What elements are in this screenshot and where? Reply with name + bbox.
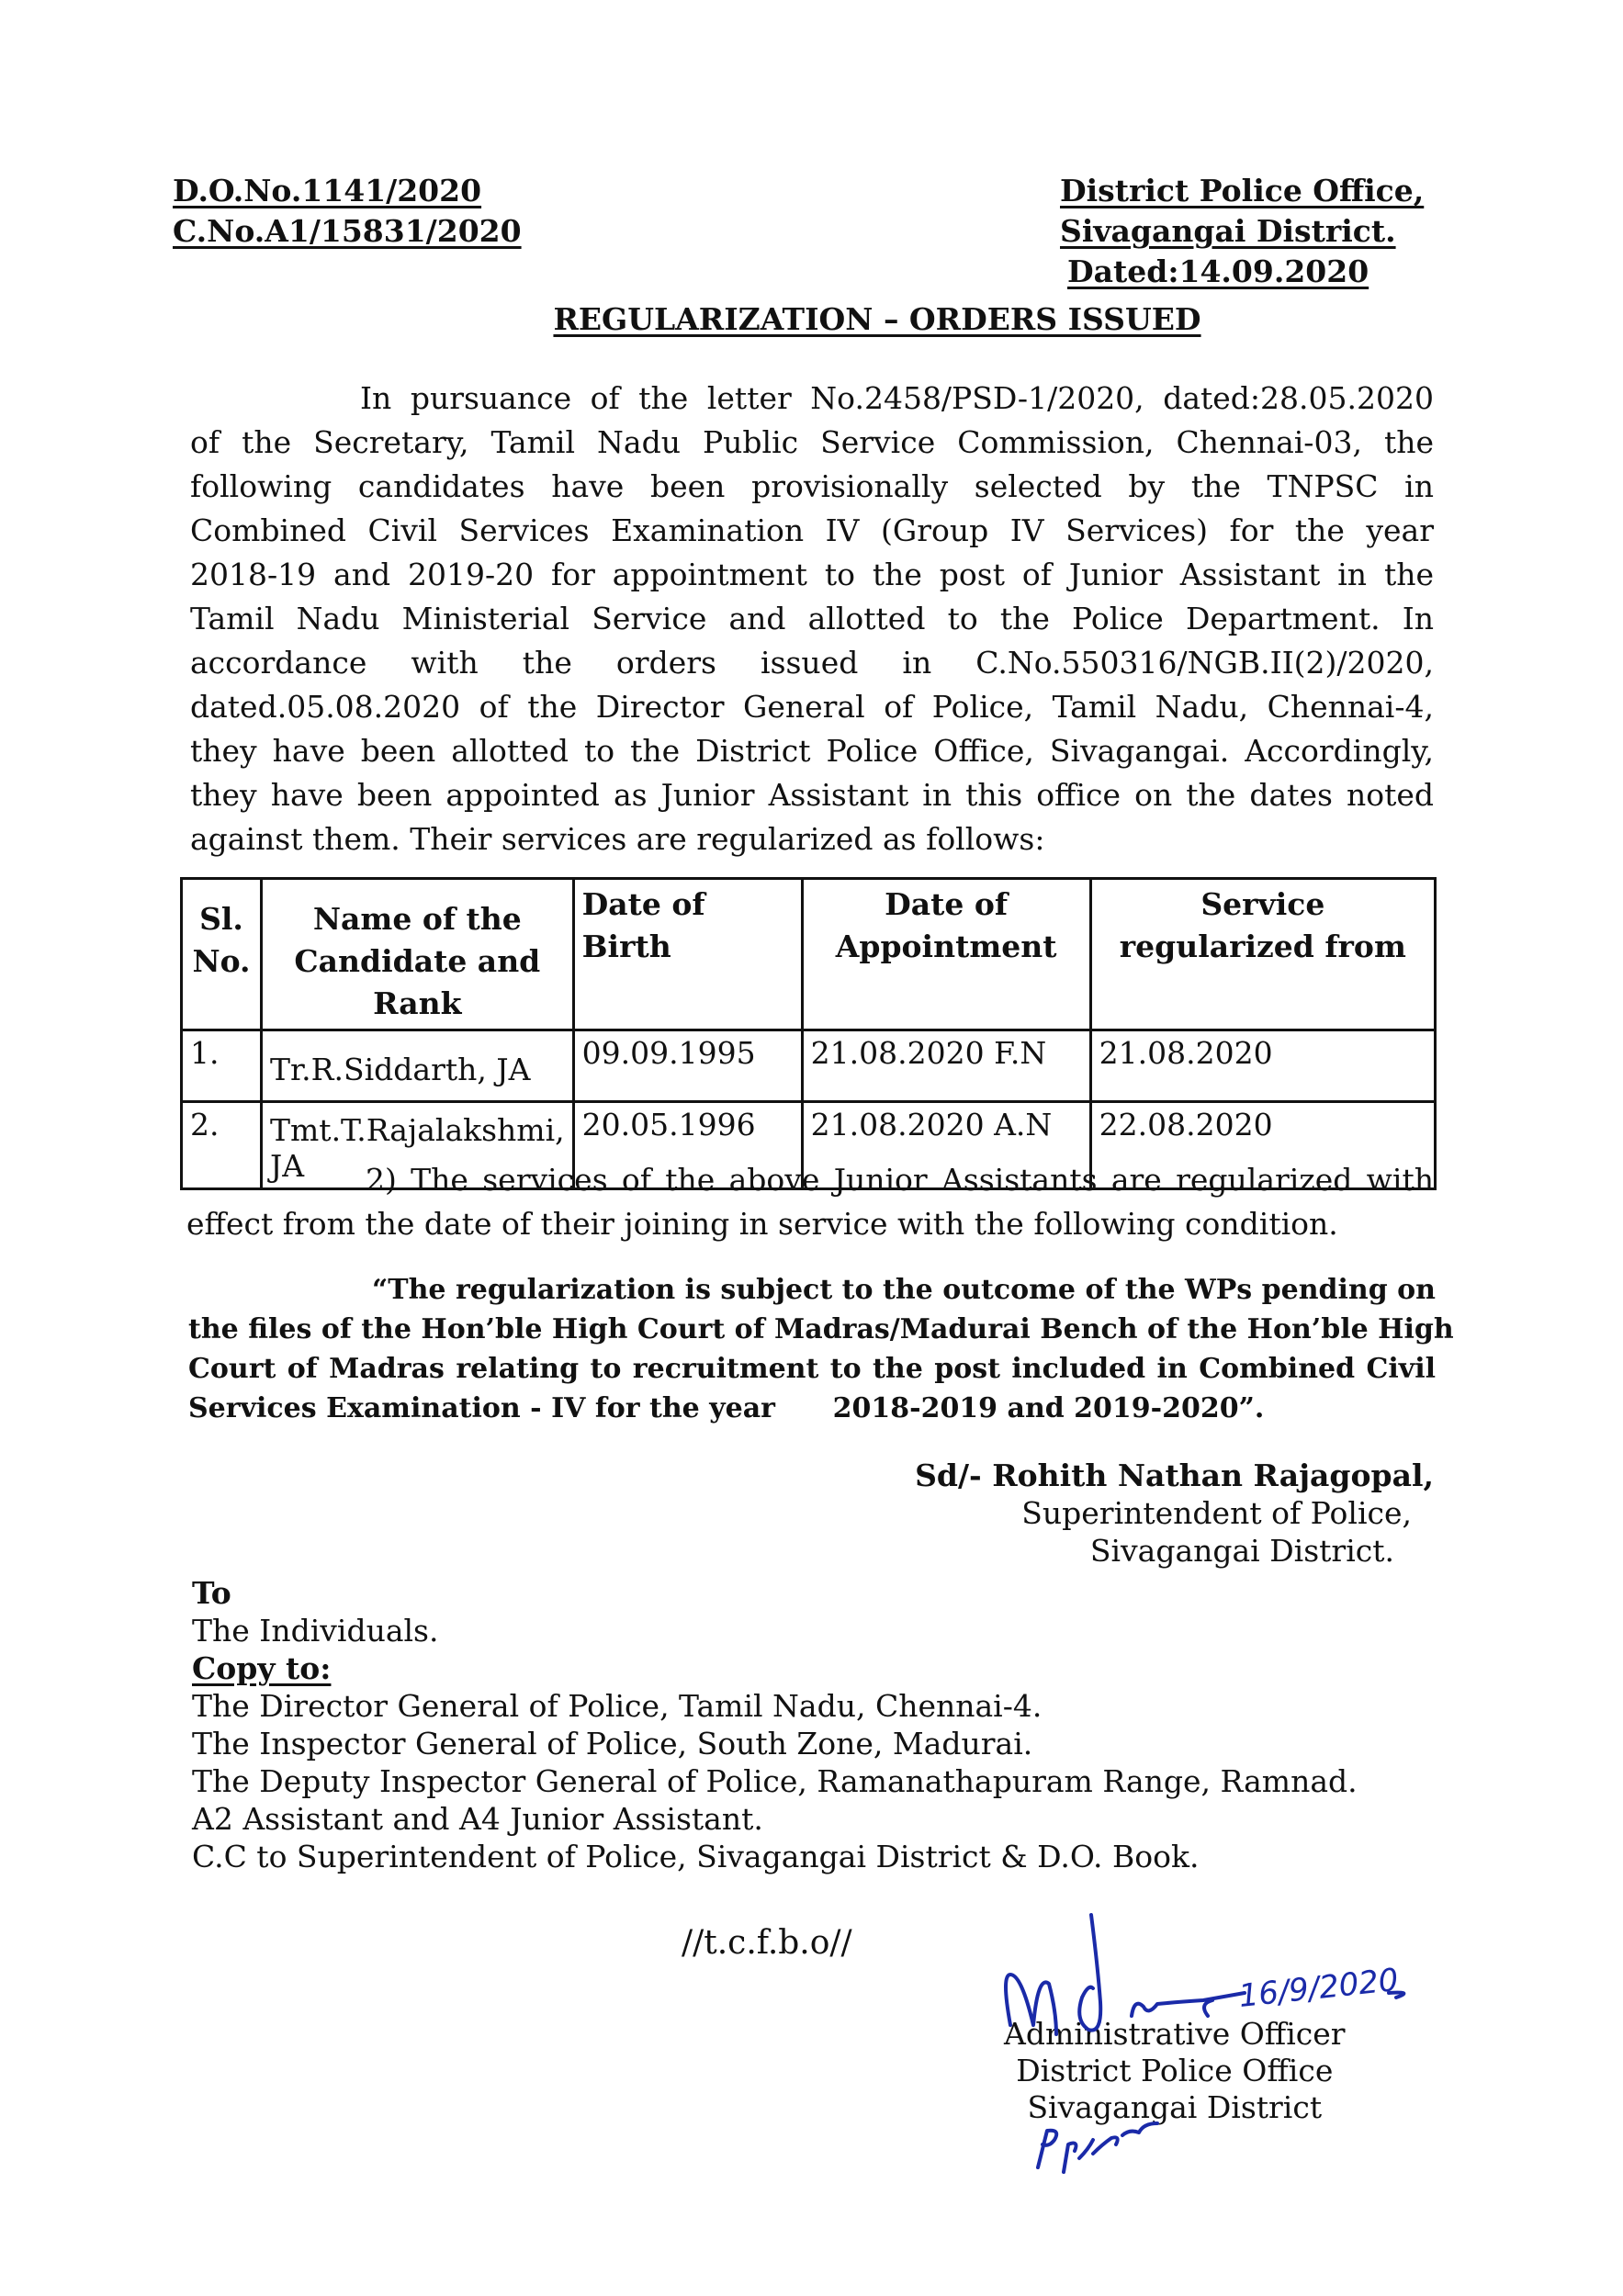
c-number: C.No.A1/15831/2020 bbox=[173, 213, 522, 249]
paragraph-1 bbox=[190, 377, 1434, 861]
paragraph-line: they have been appointed as Junior Assistant in this office on the dates noted bbox=[190, 777, 1434, 813]
cell-sl-no: 2. bbox=[182, 1102, 262, 1189]
signatory-block bbox=[915, 1457, 1434, 1570]
condition-line: “The regularization is subject to the outcome of the WPs pending on bbox=[372, 1274, 1436, 1306]
cell-dob: 09.09.1995 bbox=[573, 1030, 802, 1102]
condition-line: Court of Madras relating to recruitment to the post included in Combined Civil bbox=[188, 1353, 1436, 1385]
office-district: Sivagangai District. bbox=[1060, 213, 1396, 249]
paragraph-line: accordance with the orders issued in C.No.550316/NGB.II(2)/2020, bbox=[190, 645, 1434, 681]
cell-name: Tmt.T.Rajalakshmi, JA bbox=[262, 1102, 574, 1189]
paragraph-line: they have been allotted to the District Police Office, Sivagangai. Accordingly, bbox=[190, 733, 1434, 769]
copy-recipient: C.C to Superintendent of Police, Sivagangai District & D.O. Book. bbox=[192, 1839, 1200, 1874]
copy-recipient: The Deputy Inspector General of Police, Ramanathapuram Range, Ramnad. bbox=[192, 1763, 1358, 1799]
signature-date: 16/9/2020 bbox=[1236, 1961, 1401, 2015]
cell-sl-no: 1. bbox=[182, 1030, 262, 1102]
attestation-designation: Administrative Officer bbox=[1004, 2016, 1346, 2052]
reference-block bbox=[173, 171, 522, 252]
cell-appointment: 21.08.2020 F.N bbox=[802, 1030, 1090, 1102]
office-name: District Police Office, bbox=[1060, 173, 1425, 208]
paragraph-line: Combined Civil Services Examination IV (Group IV Services) for the year bbox=[190, 512, 1434, 548]
table-row bbox=[182, 1030, 1436, 1102]
header-appointment: Date of Appointment bbox=[802, 879, 1090, 1030]
copy-recipient: A2 Assistant and A4 Junior Assistant. bbox=[192, 1801, 763, 1837]
true-copy-mark: //t.c.f.b.o// bbox=[682, 1924, 852, 1962]
paragraph-line: Tamil Nadu Ministerial Service and allotted to the Police Department. In bbox=[190, 601, 1434, 636]
copy-to-label: Copy to: bbox=[192, 1650, 332, 1686]
cell-regularized: 21.08.2020 bbox=[1090, 1030, 1435, 1102]
cell-appointment: 21.08.2020 A.N bbox=[802, 1102, 1090, 1189]
handwritten-signature bbox=[964, 1883, 1561, 2186]
copy-recipient: The Inspector General of Police, South Zone, Madurai. bbox=[192, 1726, 1033, 1761]
cell-dob: 20.05.1996 bbox=[573, 1102, 802, 1189]
office-block bbox=[1060, 171, 1424, 292]
cell-regularized: 22.08.2020 bbox=[1090, 1102, 1435, 1189]
attestation-district: Sivagangai District bbox=[1027, 2089, 1323, 2125]
table-header-row bbox=[182, 879, 1436, 1030]
copy-recipient: The Director General of Police, Tamil Nadu, Chennai-4. bbox=[192, 1688, 1043, 1724]
signatory-designation: Superintendent of Police, bbox=[1021, 1495, 1412, 1531]
header-sl-no: Sl. No. bbox=[182, 879, 262, 1030]
header-name: Name of the Candidate and Rank bbox=[262, 879, 574, 1030]
paragraph-line: 2) The services of the above Junior Assistants are regularized with bbox=[366, 1162, 1434, 1198]
attestation-office: District Police Office bbox=[1016, 2053, 1334, 2088]
candidates-table bbox=[180, 877, 1437, 1190]
cell-name: Tr.R.Siddarth, JA bbox=[262, 1030, 574, 1102]
condition-line: Services Examination - IV for the year 2018-2019 and 2019-2020”. bbox=[188, 1392, 1265, 1424]
paragraph-line: dated.05.08.2020 of the Director General of Police, Tamil Nadu, Chennai-4, bbox=[190, 689, 1434, 725]
paragraph-line: of the Secretary, Tamil Nadu Public Service Commission, Chennai-03, the bbox=[190, 424, 1434, 460]
paragraph-line: In pursuance of the letter No.2458/PSD-1/2020, dated:28.05.2020 bbox=[360, 380, 1434, 416]
signatory-district: Sivagangai District. bbox=[1089, 1533, 1394, 1569]
paragraph-line: 2018-19 and 2019-20 for appointment to the post of Junior Assistant in the bbox=[190, 557, 1434, 592]
header-regularized: Service regularized from bbox=[1090, 879, 1435, 1030]
condition-line: the files of the Hon’ble High Court of Madras/Madurai Bench of the Hon’ble High bbox=[188, 1313, 1454, 1345]
to-label: To bbox=[192, 1575, 231, 1611]
paragraph-line: following candidates have been provisionally selected by the TNPSC in bbox=[190, 468, 1434, 504]
regularization-condition bbox=[188, 1270, 1454, 1428]
order-date: Dated:14.09.2020 bbox=[1067, 253, 1369, 289]
do-number: D.O.No.1141/2020 bbox=[173, 173, 482, 208]
document-title: REGULARIZATION – ORDERS ISSUED bbox=[553, 301, 1201, 337]
header-dob: Date of Birth bbox=[573, 879, 802, 1030]
distribution-block bbox=[192, 1574, 1358, 1875]
paragraph-line: against them. Their services are regularized as follows: bbox=[190, 821, 1045, 857]
signatory-name: Sd/- Rohith Nathan Rajagopal, bbox=[915, 1458, 1434, 1493]
paragraph-2 bbox=[186, 1158, 1434, 1246]
recipient: The Individuals. bbox=[192, 1613, 439, 1649]
paragraph-line: effect from the date of their joining in service with the following condition. bbox=[186, 1206, 1338, 1242]
